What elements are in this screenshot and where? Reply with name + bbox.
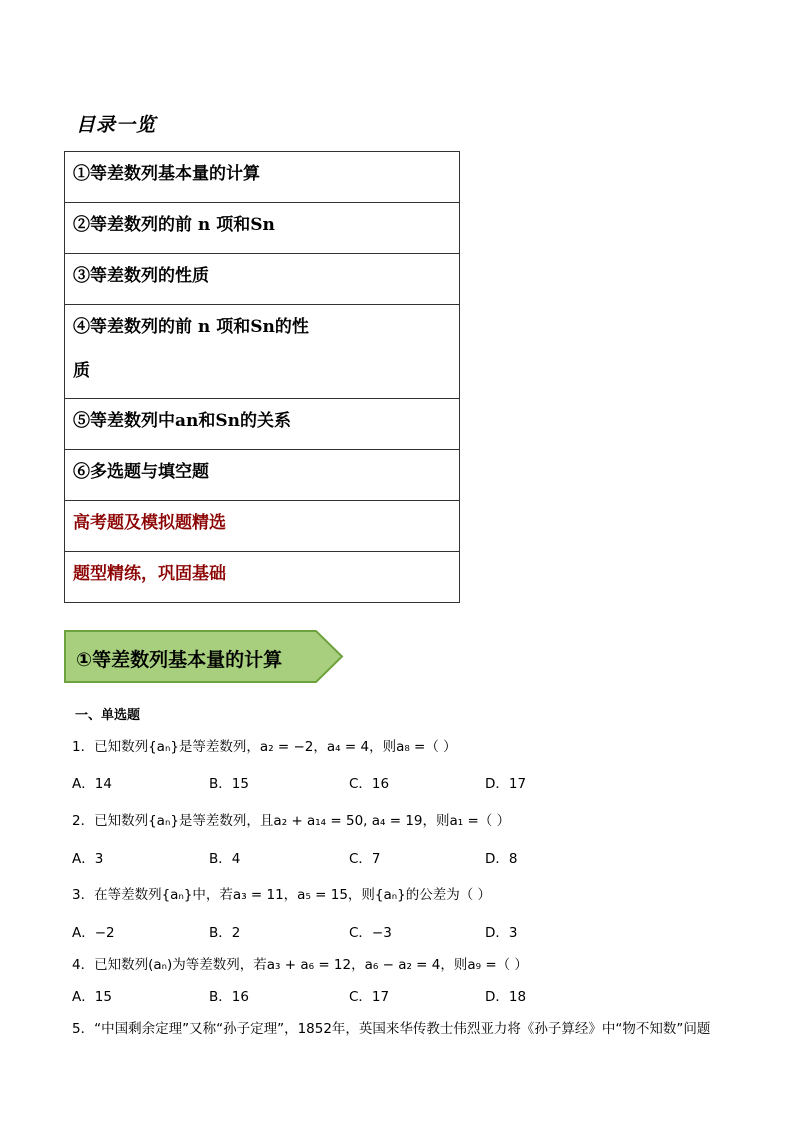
toc-item-6[interactable]: ⑥多选题与填空题: [65, 450, 460, 501]
option-d[interactable]: D．17: [485, 776, 527, 792]
question-4: 4．已知数列(aₙ)为等差数列，若a₃ + a₆ = 12，a₆ − a₂ = 4，则a₉ =（ ）: [72, 957, 528, 973]
toc-title: 目录一览: [76, 114, 157, 136]
option-a[interactable]: A．−2: [72, 925, 115, 941]
option-c[interactable]: C．7: [349, 851, 381, 867]
toc-table: [64, 151, 460, 603]
option-a[interactable]: A．3: [72, 851, 104, 867]
option-a[interactable]: A．15: [72, 989, 112, 1005]
toc-item-3[interactable]: ③等差数列的性质: [65, 254, 460, 305]
option-b[interactable]: B．4: [209, 851, 241, 867]
option-c[interactable]: C．16: [349, 776, 390, 792]
option-d[interactable]: D．3: [485, 925, 518, 941]
option-c[interactable]: C．17: [349, 989, 390, 1005]
question-3: 3．在等差数列{aₙ}中，若a₃ = 11，a₅ = 15，则{aₙ}的公差为（ ）: [72, 887, 492, 903]
option-d[interactable]: D．8: [485, 851, 518, 867]
question-2: 2．已知数列{aₙ}是等差数列，且a₂ + a₁₄ = 50, a₄ = 19，则a₁ =（ ）: [72, 813, 511, 829]
option-b[interactable]: B．15: [209, 776, 249, 792]
toc-item-1[interactable]: ①等差数列基本量的计算: [65, 152, 460, 203]
option-d[interactable]: D．18: [485, 989, 527, 1005]
section-banner: [64, 630, 344, 683]
toc-item-5[interactable]: ⑤等差数列中an和Sn的关系: [65, 399, 460, 450]
question-1: 1．已知数列{aₙ}是等差数列，a₂ = −2，a₄ = 4，则a₈ =（ ）: [72, 739, 457, 755]
section-banner-label: ①等差数列基本量的计算: [76, 649, 283, 671]
question-5: 5．“中国剩余定理”又称“孙子定理”，1852年，英国来华传教士伟烈亚力将《孙子算经》中“物不知数”问题: [72, 1021, 711, 1037]
option-b[interactable]: B．16: [209, 989, 249, 1005]
option-b[interactable]: B．2: [209, 925, 241, 941]
toc-item-2[interactable]: ②等差数列的前 n 项和Sn: [65, 203, 460, 254]
option-a[interactable]: A．14: [72, 776, 112, 792]
option-c[interactable]: C．−3: [349, 925, 392, 941]
toc-item-7[interactable]: 高考题及模拟题精选: [65, 501, 460, 552]
toc-item-8[interactable]: 题型精练，巩固基础: [65, 552, 460, 603]
section-subhead: 一、单选题: [75, 708, 141, 723]
toc-item-4[interactable]: ④等差数列的前 n 项和Sn的性 质: [65, 305, 460, 399]
